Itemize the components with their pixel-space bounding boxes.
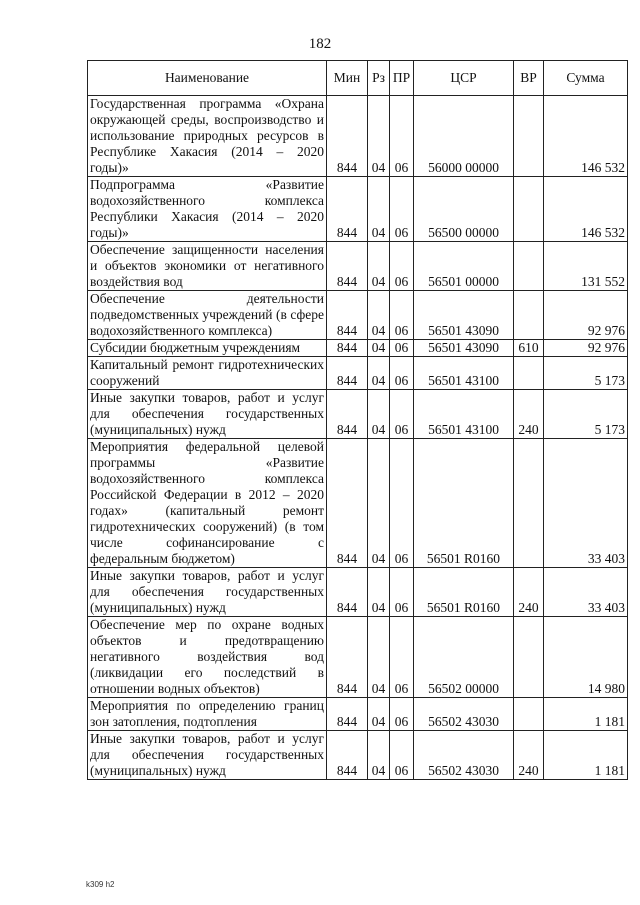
cell-min: 844 bbox=[327, 96, 368, 177]
cell-rz: 04 bbox=[368, 177, 390, 242]
cell-vr: 240 bbox=[514, 731, 544, 780]
table-row bbox=[88, 617, 628, 698]
table-row bbox=[88, 242, 628, 291]
cell-min: 844 bbox=[327, 357, 368, 390]
cell-name: Обеспечение защищенности населения и объектов экономики от негативного воздействия вод bbox=[88, 242, 327, 291]
cell-csr: 56501 R0160 bbox=[414, 439, 514, 568]
table-header-row bbox=[88, 61, 628, 96]
cell-csr: 56500 00000 bbox=[414, 177, 514, 242]
cell-vr bbox=[514, 177, 544, 242]
cell-pr: 06 bbox=[390, 340, 414, 357]
header-min: Мин bbox=[327, 61, 368, 96]
table-row bbox=[88, 698, 628, 731]
header-pr: ПР bbox=[390, 61, 414, 96]
cell-vr bbox=[514, 291, 544, 340]
cell-sum: 146 532 bbox=[544, 177, 628, 242]
cell-sum: 33 403 bbox=[544, 439, 628, 568]
cell-min: 844 bbox=[327, 390, 368, 439]
table-row bbox=[88, 340, 628, 357]
cell-name: Подпрограмма «Развитие водохозяйственного комплекса Республики Хакасия (2014 – 2020 годы)» bbox=[88, 177, 327, 242]
cell-csr: 56501 43090 bbox=[414, 340, 514, 357]
cell-min: 844 bbox=[327, 698, 368, 731]
header-vr: ВР bbox=[514, 61, 544, 96]
table-row bbox=[88, 96, 628, 177]
cell-name: Мероприятия по определению границ зон затопления, подтопления bbox=[88, 698, 327, 731]
table-row bbox=[88, 390, 628, 439]
cell-sum: 33 403 bbox=[544, 568, 628, 617]
cell-min: 844 bbox=[327, 731, 368, 780]
cell-sum: 5 173 bbox=[544, 390, 628, 439]
cell-pr: 06 bbox=[390, 617, 414, 698]
header-rz: Рз bbox=[368, 61, 390, 96]
cell-min: 844 bbox=[327, 617, 368, 698]
cell-pr: 06 bbox=[390, 731, 414, 780]
cell-sum: 92 976 bbox=[544, 291, 628, 340]
cell-csr: 56501 43100 bbox=[414, 357, 514, 390]
cell-rz: 04 bbox=[368, 439, 390, 568]
cell-csr: 56501 43090 bbox=[414, 291, 514, 340]
table-body bbox=[88, 96, 628, 780]
cell-pr: 06 bbox=[390, 568, 414, 617]
cell-pr: 06 bbox=[390, 698, 414, 731]
cell-sum: 5 173 bbox=[544, 357, 628, 390]
cell-name: Обеспечение деятельности подведомственных учреждений (в сфере водохозяйственного комплекса) bbox=[88, 291, 327, 340]
cell-rz: 04 bbox=[368, 340, 390, 357]
cell-min: 844 bbox=[327, 291, 368, 340]
cell-sum: 1 181 bbox=[544, 731, 628, 780]
cell-rz: 04 bbox=[368, 617, 390, 698]
header-name: Наименование bbox=[88, 61, 327, 96]
cell-csr: 56501 00000 bbox=[414, 242, 514, 291]
cell-rz: 04 bbox=[368, 96, 390, 177]
cell-name: Государственная программа «Охрана окружающей среды, воспроизводство и использование природных ресурсов в Республике Хакасия (2014 – 2020 годы)» bbox=[88, 96, 327, 177]
cell-rz: 04 bbox=[368, 568, 390, 617]
cell-name: Иные закупки товаров, работ и услуг для обеспечения государственных (муниципальных) нужд bbox=[88, 568, 327, 617]
cell-csr: 56502 00000 bbox=[414, 617, 514, 698]
cell-min: 844 bbox=[327, 340, 368, 357]
cell-min: 844 bbox=[327, 242, 368, 291]
cell-name: Иные закупки товаров, работ и услуг для обеспечения государственных (муниципальных) нужд bbox=[88, 731, 327, 780]
footer-code: k309 h2 bbox=[86, 880, 115, 889]
cell-csr: 56000 00000 bbox=[414, 96, 514, 177]
cell-pr: 06 bbox=[390, 96, 414, 177]
cell-vr bbox=[514, 242, 544, 291]
header-sum: Сумма bbox=[544, 61, 628, 96]
page-number: 182 bbox=[308, 36, 332, 52]
cell-pr: 06 bbox=[390, 357, 414, 390]
cell-vr bbox=[514, 698, 544, 731]
cell-vr bbox=[514, 439, 544, 568]
cell-sum: 146 532 bbox=[544, 96, 628, 177]
cell-name: Иные закупки товаров, работ и услуг для обеспечения государственных (муниципальных) нужд bbox=[88, 390, 327, 439]
cell-pr: 06 bbox=[390, 291, 414, 340]
cell-vr bbox=[514, 357, 544, 390]
cell-name: Капитальный ремонт гидротехнических сооружений bbox=[88, 357, 327, 390]
cell-rz: 04 bbox=[368, 242, 390, 291]
cell-csr: 56501 R0160 bbox=[414, 568, 514, 617]
cell-rz: 04 bbox=[368, 698, 390, 731]
table-row bbox=[88, 177, 628, 242]
cell-vr: 610 bbox=[514, 340, 544, 357]
table-row bbox=[88, 439, 628, 568]
cell-vr bbox=[514, 96, 544, 177]
table-row bbox=[88, 357, 628, 390]
cell-sum: 14 980 bbox=[544, 617, 628, 698]
cell-sum: 131 552 bbox=[544, 242, 628, 291]
table-row bbox=[88, 568, 628, 617]
cell-csr: 56502 43030 bbox=[414, 698, 514, 731]
cell-vr: 240 bbox=[514, 390, 544, 439]
cell-name: Субсидии бюджетным учреждениям bbox=[88, 340, 327, 357]
cell-rz: 04 bbox=[368, 291, 390, 340]
cell-pr: 06 bbox=[390, 390, 414, 439]
cell-rz: 04 bbox=[368, 357, 390, 390]
cell-min: 844 bbox=[327, 568, 368, 617]
cell-pr: 06 bbox=[390, 242, 414, 291]
cell-pr: 06 bbox=[390, 177, 414, 242]
cell-csr: 56502 43030 bbox=[414, 731, 514, 780]
cell-min: 844 bbox=[327, 439, 368, 568]
cell-vr: 240 bbox=[514, 568, 544, 617]
cell-min: 844 bbox=[327, 177, 368, 242]
cell-csr: 56501 43100 bbox=[414, 390, 514, 439]
cell-rz: 04 bbox=[368, 731, 390, 780]
table-row bbox=[88, 731, 628, 780]
cell-pr: 06 bbox=[390, 439, 414, 568]
header-csr: ЦСР bbox=[414, 61, 514, 96]
cell-sum: 92 976 bbox=[544, 340, 628, 357]
cell-name: Обеспечение мер по охране водных объектов и предотвращению негативного воздействия вод (ликвидации его последствий в отношении водных объектов) bbox=[88, 617, 327, 698]
cell-name: Мероприятия федеральной целевой программы «Развитие водохозяйственного комплекса Российской Федерации в 2012 – 2020 годах» (капитальный ремонт гидротехнических сооружений) (в том числе софинансирование с федеральным бюджетом) bbox=[88, 439, 327, 568]
table-row bbox=[88, 291, 628, 340]
budget-table bbox=[87, 60, 628, 780]
cell-vr bbox=[514, 617, 544, 698]
cell-rz: 04 bbox=[368, 390, 390, 439]
cell-sum: 1 181 bbox=[544, 698, 628, 731]
